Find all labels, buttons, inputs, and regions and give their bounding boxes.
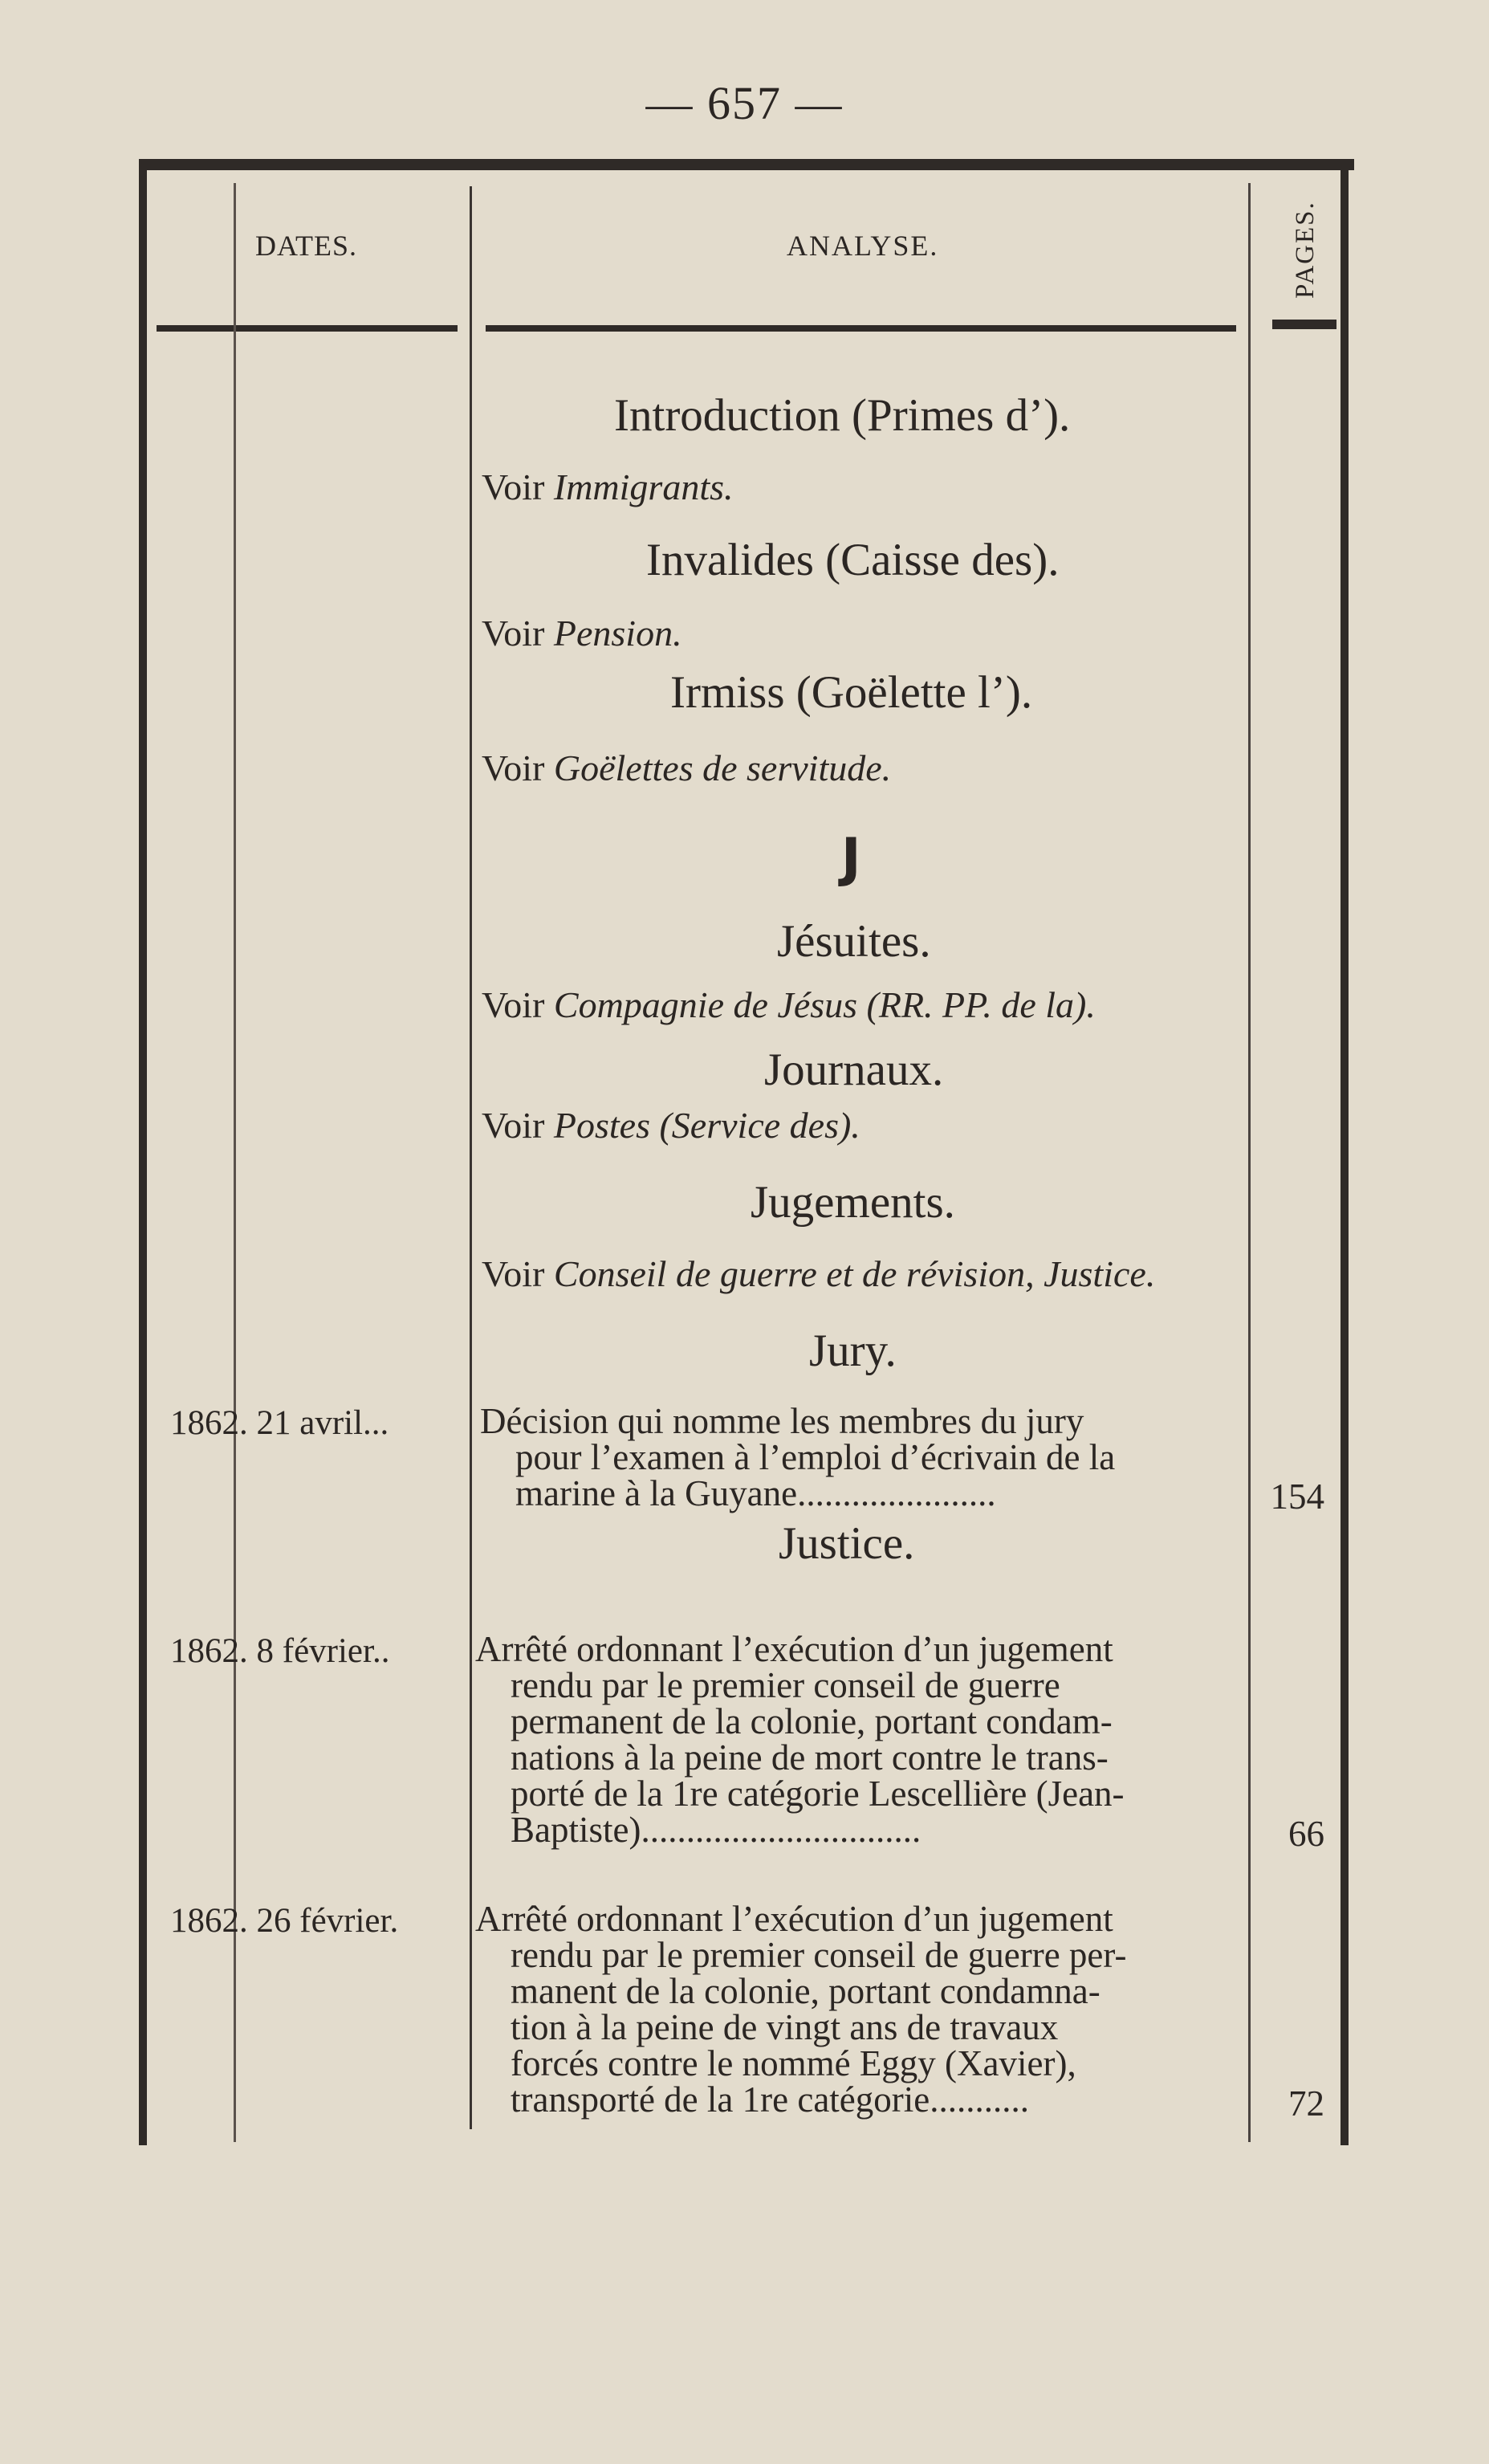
- entry-line: Baptiste)...............................: [511, 1810, 921, 1850]
- entry-line: manent de la colonie, portant condamna-: [511, 1971, 1100, 2011]
- header-rule-dates: [157, 325, 458, 332]
- column-header-dates: DATES.: [255, 230, 358, 262]
- entry-page-number: 66: [1288, 1814, 1324, 1854]
- heading-irmiss: Irmiss (Goëlette l’).: [670, 667, 1033, 718]
- entry-line: permanent de la colonie, portant condam-: [511, 1701, 1113, 1741]
- frame-top-rule: [140, 159, 1354, 170]
- entry-line: pour l’examen à l’emploi d’écrivain de la: [515, 1437, 1116, 1477]
- entry-line: forcés contre le nommé Eggy (Xavier),: [511, 2043, 1076, 2083]
- see-prefix: Voir: [482, 613, 545, 654]
- header-rule-pages: [1272, 320, 1336, 329]
- heading-invalides: Invalides (Caisse des).: [646, 535, 1060, 585]
- see-prefix: Voir: [482, 466, 545, 507]
- heading-justice: Justice.: [779, 1518, 915, 1569]
- entry-line: nations à la peine de mort contre le trans-: [511, 1737, 1109, 1778]
- column-divider-dates: [234, 183, 236, 2142]
- entry-line: Arrêté ordonnant l’exécution d’un jugement: [475, 1629, 1113, 1669]
- see-reference: Compagnie de Jésus (RR. PP. de la).: [553, 984, 1096, 1025]
- heading-jury: Jury.: [809, 1326, 897, 1376]
- header-rule-analyse: [486, 325, 1236, 332]
- see-invalides: [482, 612, 682, 654]
- entry-date: 1862. 26 février.: [170, 1902, 399, 1940]
- see-reference: Pension.: [553, 613, 682, 654]
- column-header-analyse: ANALYSE.: [787, 230, 939, 262]
- see-irmiss: [482, 747, 891, 789]
- column-divider-analyse: [470, 186, 472, 2129]
- heading-introduction: Introduction (Primes d’).: [614, 390, 1071, 441]
- frame-left-rule: [139, 159, 147, 2145]
- see-prefix: Voir: [482, 1253, 545, 1294]
- entry-line: marine à la Guyane......................: [515, 1473, 996, 1513]
- see-reference: Conseil de guerre et de révision, Justice.: [553, 1253, 1156, 1294]
- see-reference: Postes (Service des).: [553, 1105, 860, 1146]
- heading-journaux: Journaux.: [764, 1045, 944, 1095]
- entry-line: Décision qui nomme les membres du jury: [480, 1401, 1084, 1441]
- entry-line: transporté de la 1re catégorie...........: [511, 2079, 1029, 2120]
- entry-line: porté de la 1re catégorie Lescellière (Jean-: [511, 1774, 1125, 1814]
- entry-date: 1862. 8 février..: [170, 1632, 390, 1670]
- entry-line: tion à la peine de vingt ans de travaux: [511, 2007, 1059, 2047]
- frame-right-rule: [1341, 159, 1349, 2145]
- see-reference: Immigrants.: [553, 466, 734, 507]
- heading-jesuites: Jésuites.: [777, 916, 931, 967]
- see-journaux: [482, 1104, 860, 1146]
- entry-page-number: 154: [1270, 1476, 1324, 1517]
- entry-line: rendu par le premier conseil de guerre per-: [511, 1935, 1127, 1975]
- see-prefix: Voir: [482, 1105, 545, 1146]
- section-letter: J: [841, 827, 861, 889]
- see-jugements: [482, 1252, 1155, 1295]
- entry-line: rendu par le premier conseil de guerre: [511, 1665, 1060, 1705]
- see-prefix: Voir: [482, 984, 545, 1025]
- see-prefix: Voir: [482, 747, 545, 788]
- page-number: — 657 —: [645, 77, 844, 129]
- see-jesuites: [482, 984, 1096, 1026]
- list-item: [475, 1631, 1125, 1848]
- list-item: [475, 1901, 1126, 2118]
- entry-date: 1862. 21 avril...: [170, 1404, 389, 1442]
- heading-jugements: Jugements.: [751, 1177, 955, 1228]
- see-reference: Goëlettes de servitude.: [553, 747, 892, 788]
- list-item: [480, 1403, 1115, 1512]
- entry-page-number: 72: [1288, 2083, 1324, 2124]
- see-introduction: [482, 466, 734, 508]
- entry-line: Arrêté ordonnant l’exécution d’un jugement: [475, 1899, 1113, 1939]
- column-header-pages: PAGES.: [1291, 201, 1320, 299]
